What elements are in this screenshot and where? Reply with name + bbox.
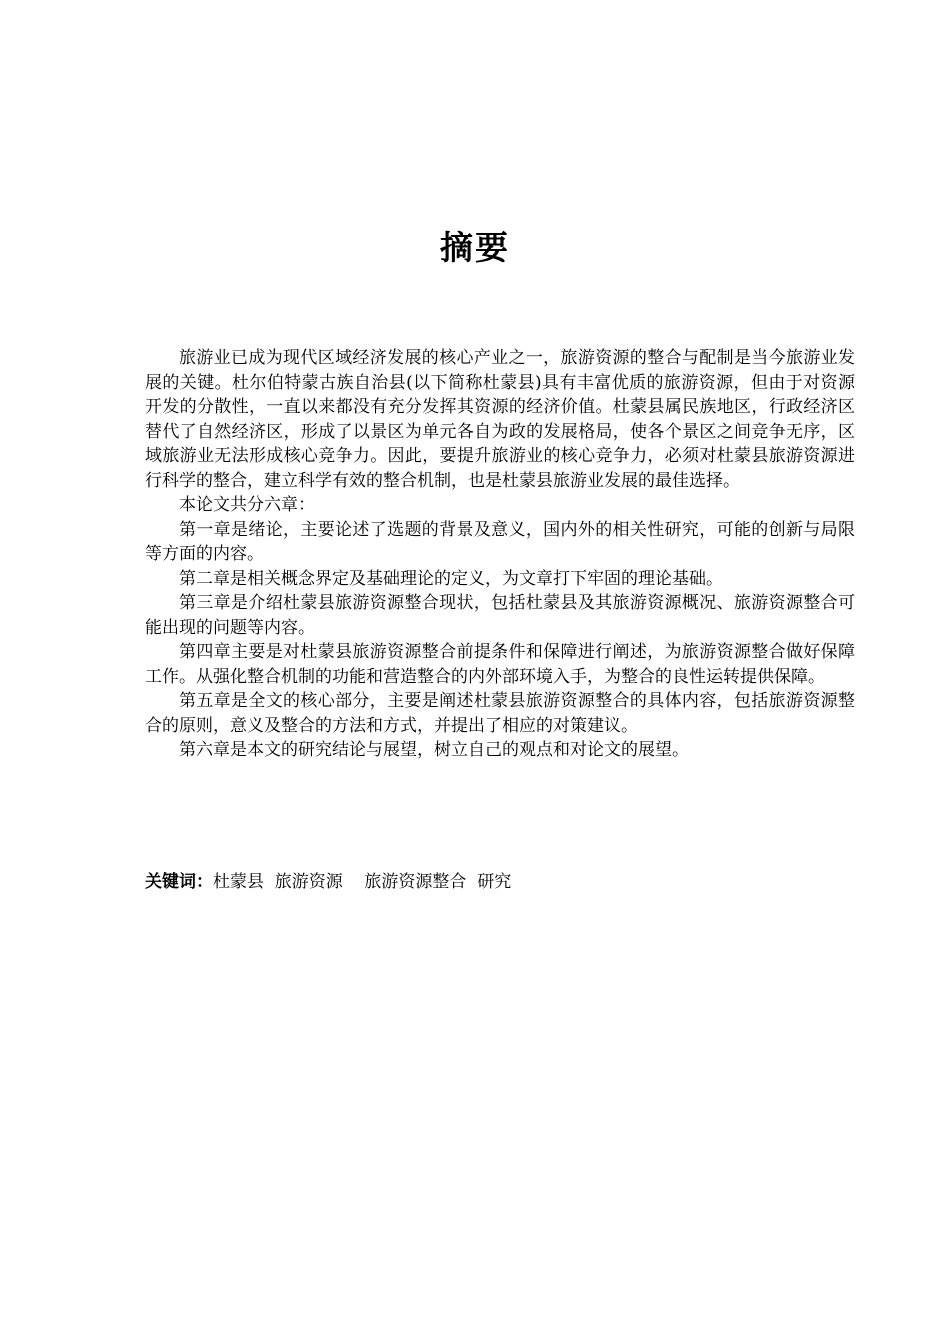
abstract-paragraph: 第六章是本文的研究结论与展望，树立自己的观点和对论文的展望。 xyxy=(179,740,689,760)
abstract-paragraph: 本论文共分六章： xyxy=(179,495,315,515)
abstract-paragraph: 第四章主要是对杜蒙县旅游资源整合前提条件和保障进行阐述，为旅游资源整合做好保障工作。从强化整合机制的功能和营造整合的内外部环境入手，为整合的良性运转提供保障。 xyxy=(145,642,855,687)
page-title: 摘要 xyxy=(440,228,510,267)
abstract-paragraph: 旅游业已成为现代区域经济发展的核心产业之一，旅游资源的整合与配制是当今旅游业发展的关键。杜尔伯特蒙古族自治县(以下简称杜蒙县)具有丰富优质的旅游资源，但由于对资源开发的分散性，一直以来都没有充分发挥其资源的经济价值。杜蒙县属民族地区，行政经济区替代了自然经济区，形成了以景区为单元各自为政的发展格局，使各个景区之间竞争无序，区域旅游业无法形成核心竞争力。因此，要提升旅游业的核心竞争力，必须对杜蒙县旅游资源进行科学的整合，建立科学有效的整合机制，也是杜蒙县旅游业发展的最佳选择。 xyxy=(145,348,855,491)
abstract-body xyxy=(145,346,855,763)
abstract-paragraph: 第三章是介绍杜蒙县旅游资源整合现状，包括杜蒙县及其旅游资源概况、旅游资源整合可能出现的问题等内容。 xyxy=(145,593,855,638)
abstract-paragraph: 第二章是相关概念界定及基础理论的定义，为文章打下牢固的理论基础。 xyxy=(179,568,723,589)
keywords-line xyxy=(145,870,855,894)
keywords-label: 关键词： xyxy=(145,872,213,892)
abstract-paragraph: 第一章是绪论，主要论述了选题的背景及意义，国内外的相关性研究，可能的创新与局限等方面的内容。 xyxy=(145,519,855,564)
keywords-text: 杜蒙县 旅游资源 旅游资源整合 研究 xyxy=(213,872,512,892)
abstract-paragraph: 第五章是全文的核心部分，主要是阐述杜蒙县旅游资源整合的具体内容，包括旅游资源整合的原则，意义及整合的方法和方式，并提出了相应的对策建议。 xyxy=(145,691,855,736)
